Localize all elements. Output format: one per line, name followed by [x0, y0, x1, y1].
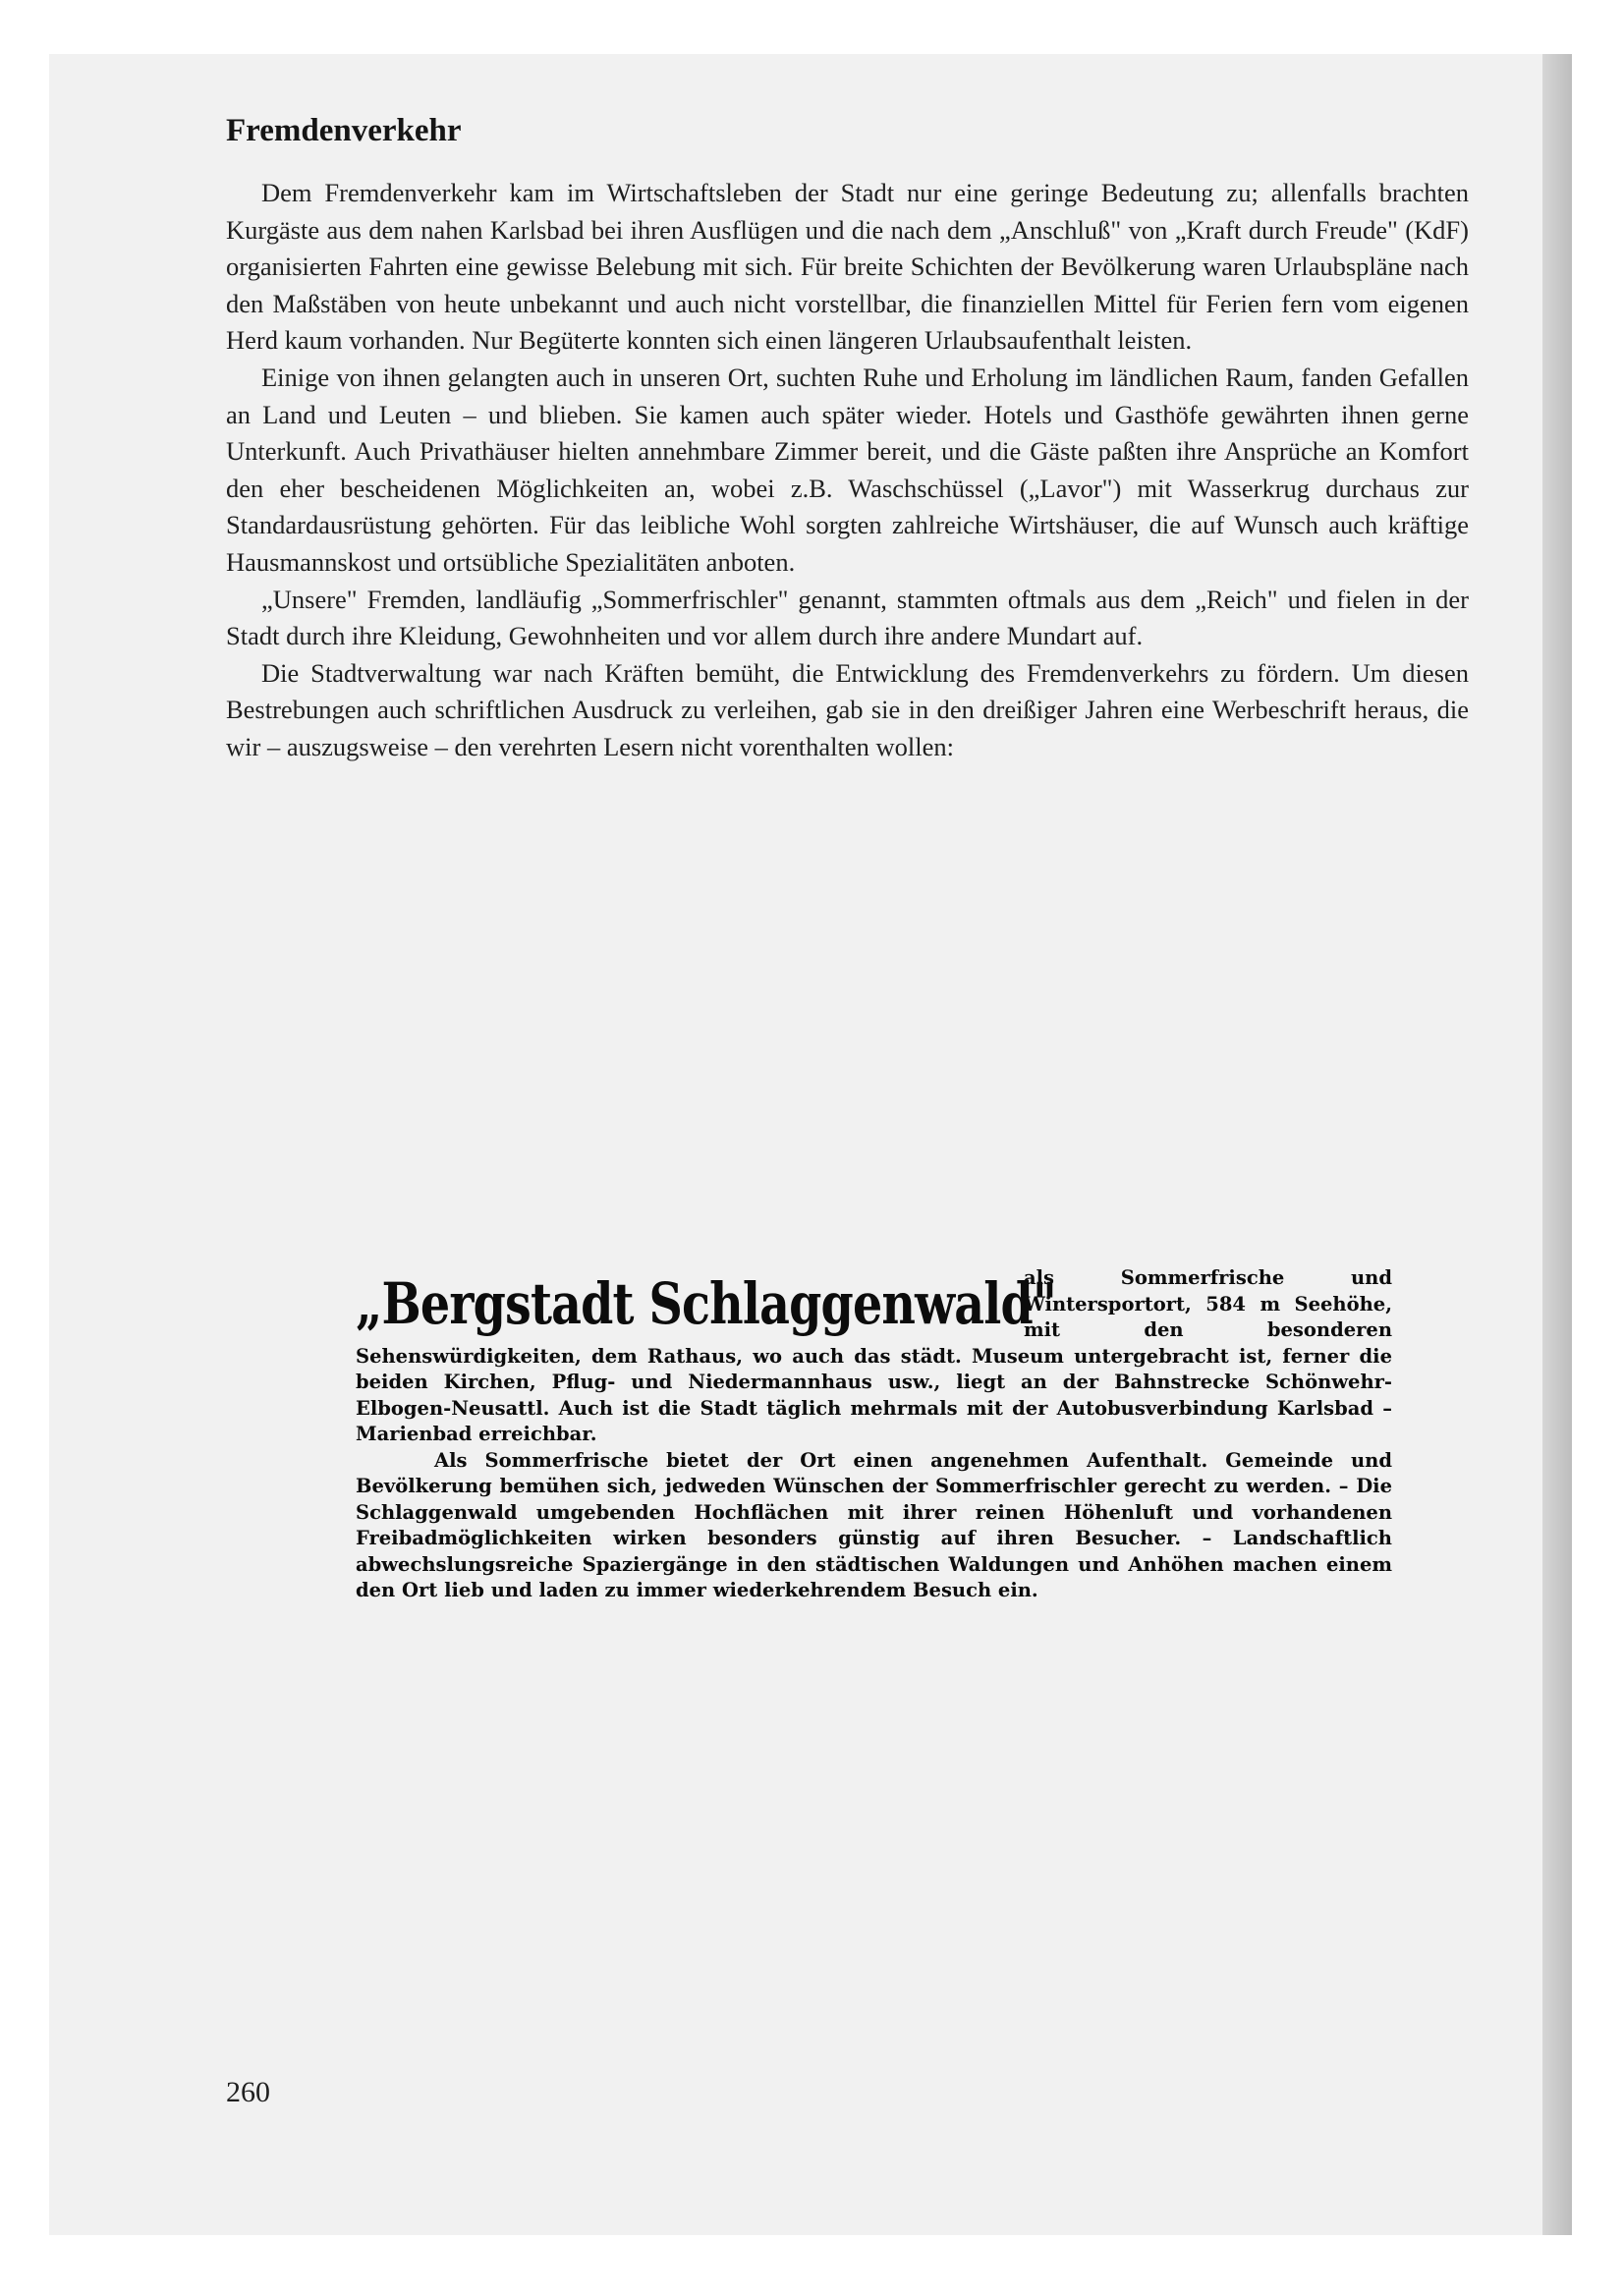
paragraph-1: Dem Fremdenverkehr kam im Wirtschaftsleben der Stadt nur eine geringe Bedeutung zu; allenfalls brachten Kurgäste aus dem nahen Karlsbad bei ihren Ausflügen und die nach dem „Anschluß" von „Kraft durch Freude" (KdF) organisierten Fahrten eine gewisse Belebung mit sich. Für breite Schichten der Bevölkerung waren Urlaubspläne nach den Maßstäben von heute unbekannt und auch nicht vorstellbar, die finanziellen Mittel für Ferien fern vom eigenen Herd kaum vorhanden. Nur Begüterte konnten sich einen längeren Urlaubsaufenthalt leisten.: [226, 178, 1469, 356]
advertisement-paragraph-2: Als Sommerfrische bietet der Ort einen angenehmen Aufenthalt. Gemeinde und Bevölkerung bemühen sich, jedweden Wünschen der Sommerfrischler gerecht zu werden. – Die Schlaggenwald umgebenden Hochflächen mit ihrer reinen Höhenluft und vorhandenen Freibadmöglichkeiten wirken besonders günstig auf ihren Besucher. – Landschaftlich abwechslungsreiche Spaziergänge in den städtischen Waldungen und Anhöhen machen einem den Ort lieb und laden zu immer wiederkehrendem Besuch ein.: [356, 1448, 1392, 1601]
paragraph-4: Die Stadtverwaltung war nach Kräften bemüht, die Entwicklung des Fremdenverkehrs zu fördern. Um diesen Bestrebungen auch schriftlichen Ausdruck zu verleihen, gab sie in den dreißiger Jahren eine Werbeschrift heraus, die wir – auszugsweise – den verehrten Lesern nicht vorenthalten wollen:: [226, 657, 1469, 761]
advertisement-paragraph-1: als Sommerfrische und Wintersportort, 584 m Seehöhe, mit den besonderen Sehenswürdigkeiten, dem Rathaus, wo auch das städt. Museum untergebracht ist, ferner die beiden Kirchen, Pflug- und Niedermannhaus usw., liegt an der Bahnstrecke Schönwehr-Elbogen-Neusattl. Auch ist die Stadt täglich mehrmals mit der Autobusverbindung Karlsbad – Marienbad erreichbar.: [356, 1266, 1392, 1445]
section-heading: Fremdenverkehr: [226, 113, 462, 148]
paragraph-2: Einige von ihnen gelangten auch in unseren Ort, suchten Ruhe und Erholung im ländlichen Raum, fanden Gefallen an Land und Leuten – und blieben. Sie kamen auch später wieder. Hotels und Gasthöfe gewährten ihnen gerne Unterkunft. Auch Privathäuser hielten annehmbare Zimmer bereit, und die Gäste paßten ihre Ansprüche an Komfort den eher bescheidenen Möglichkeiten an, wobei z.B. Waschschüssel („Lavor") mit Wasserkrug durchaus zur Standardausrüstung gehörten. Für das leibliche Wohl sorgten zahlreiche Wirtshäuser, die auf Wunsch auch kräftige Hausmannskost und ortsübliche Spezialitäten anboten.: [226, 362, 1469, 577]
page-content: [226, 113, 1469, 766]
page-number: 260: [226, 2076, 270, 2108]
paragraph-3: „Unsere" Fremden, landläufig „Sommerfrischler" genannt, stammten oftmals aus dem „Reich" und fielen in der Stadt durch ihre Kleidung, Gewohnheiten und vor allem durch ihre andere Mundart auf.: [226, 584, 1469, 651]
advertisement-excerpt: [356, 1265, 1392, 1604]
page-edge-shadow: [1542, 54, 1572, 2235]
advertisement-title: „Bergstadt Schlaggenwald": [356, 1270, 1056, 1337]
